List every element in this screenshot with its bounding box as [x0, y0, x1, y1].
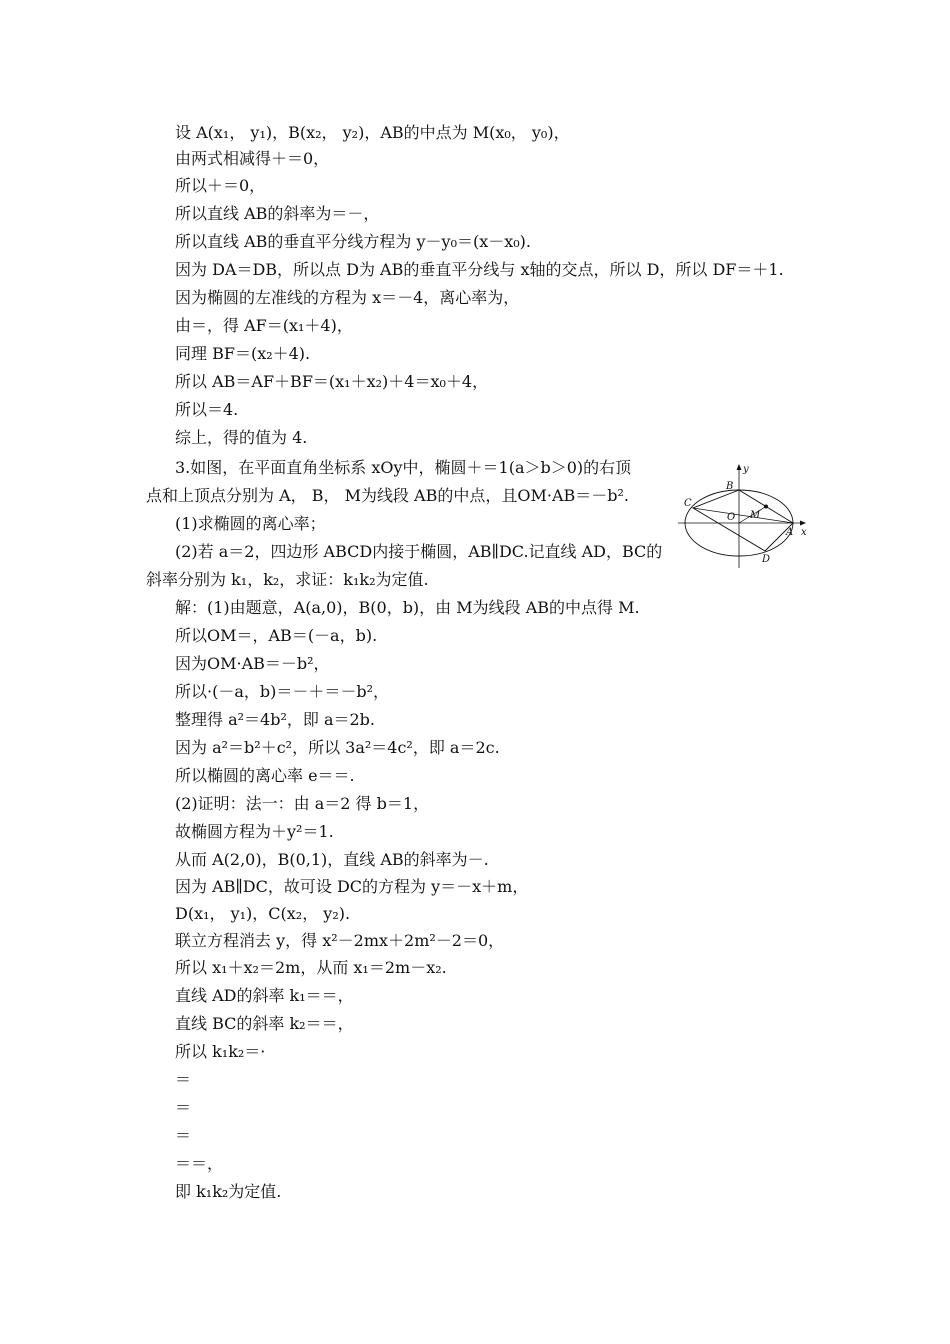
solution-line: 所以 x₁＋x₂＝2m，从而 x₁＝2m－x₂.	[175, 958, 447, 977]
label-b: B	[726, 481, 734, 492]
solution-line: 整理得 a²＝4b²，即 a＝2b.	[175, 710, 376, 729]
text-line: 因为椭圆的左准线的方程为 x＝－4，离心率为，	[175, 288, 520, 307]
solution-line: 因为 a²＝b²＋c²，所以 3a²＝4c²，即 a＝2c.	[175, 738, 500, 757]
text-line: 所以直线 AB的斜率为＝－，	[175, 204, 380, 223]
solution-line: 即 k₁k₂为定值.	[175, 1182, 282, 1201]
solution-line: 从而 A(2,0)，B(0,1)，直线 AB的斜率为－.	[175, 850, 489, 869]
solution-line: 故椭圆方程为＋y²＝1.	[175, 822, 334, 841]
x-axis-arrow-icon	[800, 521, 806, 526]
label-o: O	[727, 512, 736, 523]
problem-3-statement: 3.如图，在平面直角坐标系 xOy中，椭圆＋＝1(a＞b＞0)的右顶	[175, 458, 632, 477]
label-c: C	[684, 498, 692, 509]
solution-line: ＝	[175, 1070, 192, 1089]
solution-line: 所以 k₁k₂＝·	[175, 1042, 266, 1061]
question-2: (2)若 a＝2，四边形 ABCD内接于椭圆，AB∥DC.记直线 AD，BC的	[175, 542, 663, 561]
text-line: 综上，得的值为 4.	[175, 428, 308, 447]
solution-line: 解：(1)由题意，A(a,0)，B(0，b)，由 M为线段 AB的中点得 M.	[175, 598, 640, 617]
text-line: 所以 AB＝AF＋BF＝(x₁＋x₂)＋4＝x₀＋4，	[175, 372, 489, 391]
label-d: D	[762, 554, 771, 565]
solution-line: 所以椭圆的离心率 e＝＝.	[175, 766, 355, 785]
solution-line: 因为 AB∥DC，故可设 DC的方程为 y＝－x＋m，	[175, 877, 529, 896]
text-line: 同理 BF＝(x₂＋4).	[175, 344, 311, 363]
text-line: 所以＋＝0，	[175, 176, 266, 195]
solution-line: 联立方程消去 y，得 x²－2mx＋2m²－2＝0，	[175, 931, 505, 950]
solution-line: 所以·(－a，b)＝－＋＝－b²，	[175, 682, 390, 701]
text-line: 因为 DA＝DB，所以点 D为 AB的垂直平分线与 x轴的交点，所以 D，所以 DF＝＋1.	[175, 260, 784, 279]
solution-line: (2)证明：法一：由 a＝2 得 b＝1，	[175, 794, 430, 813]
question-1: (1)求椭圆的离心率；	[175, 514, 326, 533]
solution-line: ＝＝，	[175, 1154, 224, 1173]
solution-line: D(x₁， y₁)，C(x₂， y₂).	[175, 904, 351, 923]
solution-line: ＝	[175, 1098, 192, 1117]
text-line: 由＝，得 AF＝(x₁＋4)，	[175, 316, 353, 335]
problem-3-statement: 点和上顶点分别为 A， B， M为线段 AB的中点，且OM·AB＝－b².	[146, 486, 629, 505]
label-m: M	[750, 510, 761, 521]
text-line: 所以＝4.	[175, 400, 239, 419]
question-2: 斜率分别为 k₁，k₂，求证：k₁k₂为定值.	[146, 570, 429, 589]
ellipse-figure	[676, 462, 812, 570]
label-a: A	[786, 527, 794, 538]
text-line: 所以直线 AB的垂直平分线方程为 y－y₀＝(x－x₀).	[175, 232, 532, 251]
y-axis-arrow-icon	[737, 464, 742, 470]
solution-line: 直线 BC的斜率 k₂＝＝，	[175, 1014, 354, 1033]
solution-line: 因为OM·AB＝－b²，	[175, 654, 330, 673]
text-line: 设 A(x₁， y₁)，B(x₂， y₂)，AB的中点为 M(x₀， y₀)，	[175, 123, 570, 142]
y-axis-label: y	[743, 464, 749, 475]
point-m	[764, 505, 768, 509]
solution-line: ＝	[175, 1126, 192, 1145]
solution-line: 所以OM＝，AB＝(－a，b).	[175, 626, 378, 645]
solution-line: 直线 AD的斜率 k₁＝＝，	[175, 986, 354, 1005]
text-line: 由两式相减得＋＝0，	[175, 149, 330, 168]
x-axis-label: x	[801, 527, 807, 538]
